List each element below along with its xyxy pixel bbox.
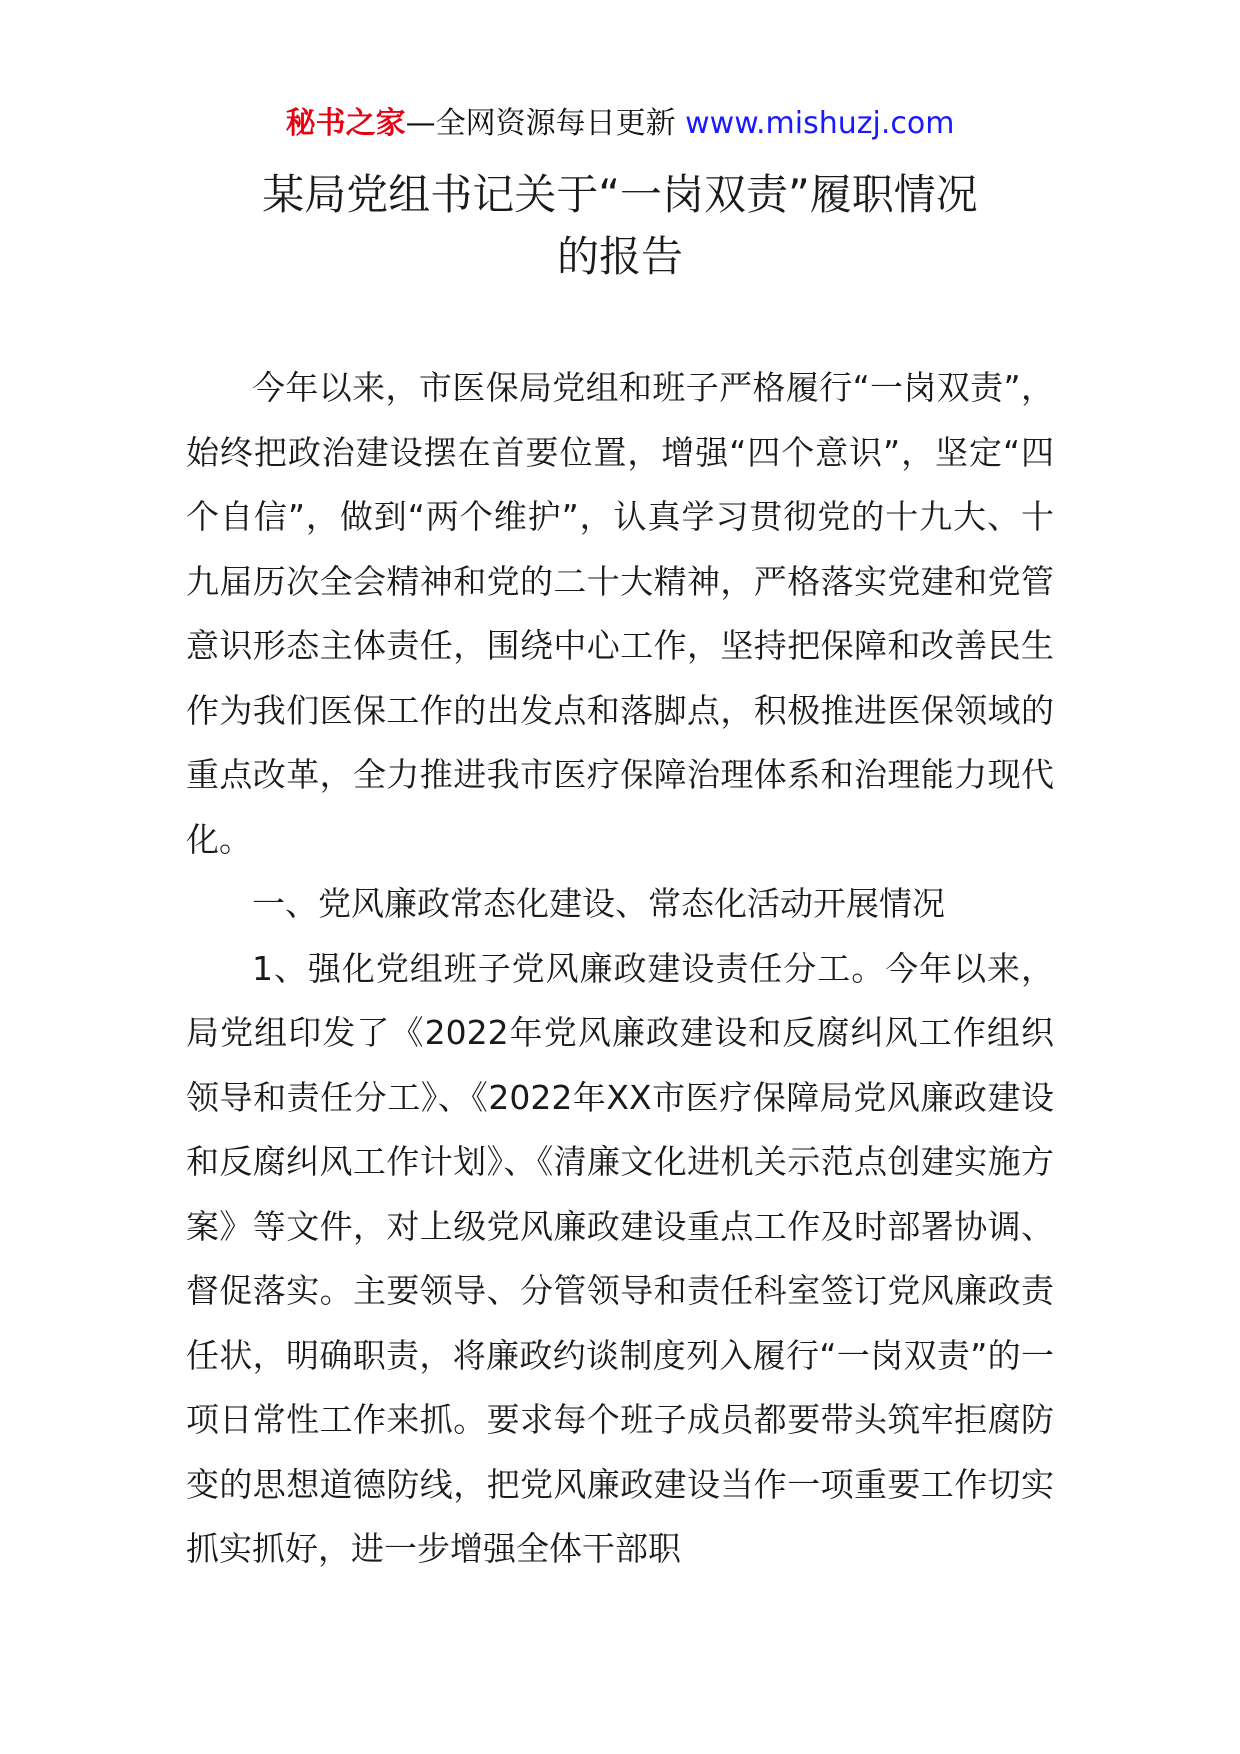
section-paragraph: 1、强化党组班子党风廉政建设责任分工。今年以来，局党组印发了《2022年党风廉政建设和反腐纠风工作组织领导和责任分工》、《2022年XX市医疗保障局党风廉政建设和反腐纠风工作计划》、《清廉文化进机关示范点创建实施方案》等文件，对上级党风廉政建设重点工作及时部署协调、督促落实。主要领导、分管领导和责任科室签订党风廉政责任状，明确职责，将廉政约谈制度列入履行“一岗双责”的一项日常性工作来抓。要求每个班子成员都要带头筑牢拒腐防变的思想道德防线，把党风廉政建设当作一项重要工作切实抓实抓好，进一步增强全体干部职 [186,948,1054,1568]
title-line-2: 的报告 [556,232,683,281]
watermark-brand: 秘书之家 [285,106,406,141]
watermark-tagline: —全网资源每日更新 [405,106,686,141]
title-line-1: 某局党组书记关于“一岗双责”履职情况 [262,170,978,219]
document-body [186,356,1054,1582]
watermark-url[interactable]: www.mishuzj.com [685,106,955,141]
section-heading: 一、党风廉政常态化建设、常态化活动开展情况 [252,884,945,923]
watermark-header [0,104,1240,144]
intro-paragraph: 今年以来，市医保局党组和班子严格履行“一岗双责”，始终把政治建设摆在首要位置，增强“四个意识”，坚定“四个自信”，做到“两个维护”，认真学习贯彻党的十九大、十九届历次全会精神和党的二十大精神，严格落实党建和党管意识形态主体责任，围绕中心工作，坚持把保障和改善民生作为我们医保工作的出发点和落脚点，积极推进医保领域的重点改革，全力推进我市医疗保障治理体系和治理能力现代化。 [186,368,1054,859]
document-title [160,164,1080,288]
